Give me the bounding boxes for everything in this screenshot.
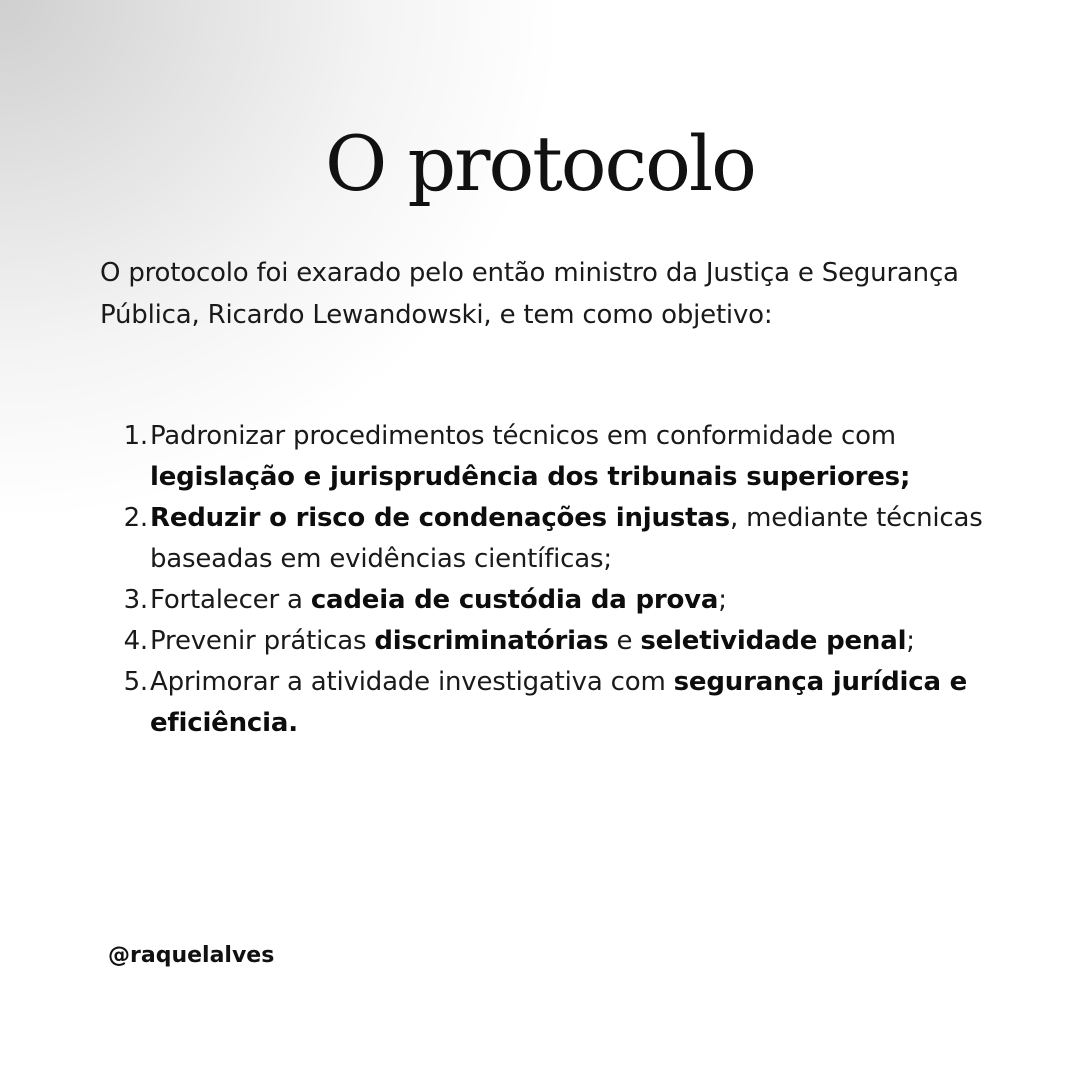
list-item — [100, 662, 1000, 744]
intro-paragraph: O protocolo foi exarado pelo então ministro da Justiça e Segurança Pública, Ricardo Lewandowski, e tem como objetivo: — [100, 258, 959, 330]
bold-text-segment: Reduzir o risco de condenações injustas — [150, 503, 730, 533]
list-item — [100, 580, 1000, 621]
bold-text-segment: seletividade penal — [640, 626, 907, 656]
text-segment: Aprimorar a atividade investigativa com — [150, 667, 674, 697]
list-item-text — [150, 626, 915, 656]
text-segment: , mediante técnicas baseadas em evidências científicas; — [150, 503, 983, 574]
bold-text-segment: discriminatórias — [374, 626, 609, 656]
list-item — [100, 498, 1000, 580]
list-item-text — [150, 503, 983, 574]
list-item-number: 1. — [123, 421, 148, 451]
list-item-number: 3. — [123, 585, 148, 615]
bold-text-segment: segurança jurídica e eficiência. — [150, 667, 968, 738]
text-segment: Fortalecer a — [150, 585, 311, 615]
text-segment: ; — [906, 626, 915, 656]
page-title: O protocolo — [325, 119, 755, 208]
list-item-number: 2. — [123, 503, 148, 533]
author-handle: @raquelalves — [108, 943, 275, 968]
bold-text-segment: legislação e jurisprudência dos tribunais superiores; — [150, 462, 911, 492]
text-segment: Padronizar procedimentos técnicos em conformidade com — [150, 421, 896, 451]
list-item — [100, 621, 1000, 662]
list-item-text — [150, 421, 910, 492]
objectives-list — [100, 416, 1000, 744]
text-segment: ; — [718, 585, 727, 615]
list-item-text — [150, 585, 727, 615]
bold-text-segment: cadeia de custódia da prova — [310, 585, 719, 615]
list-item-number: 4. — [123, 626, 148, 656]
list-item — [100, 416, 1000, 498]
text-segment: Prevenir práticas — [150, 626, 375, 656]
text-segment: e — [608, 626, 641, 656]
list-item-number: 5. — [123, 667, 148, 697]
list-item-text — [150, 667, 967, 738]
